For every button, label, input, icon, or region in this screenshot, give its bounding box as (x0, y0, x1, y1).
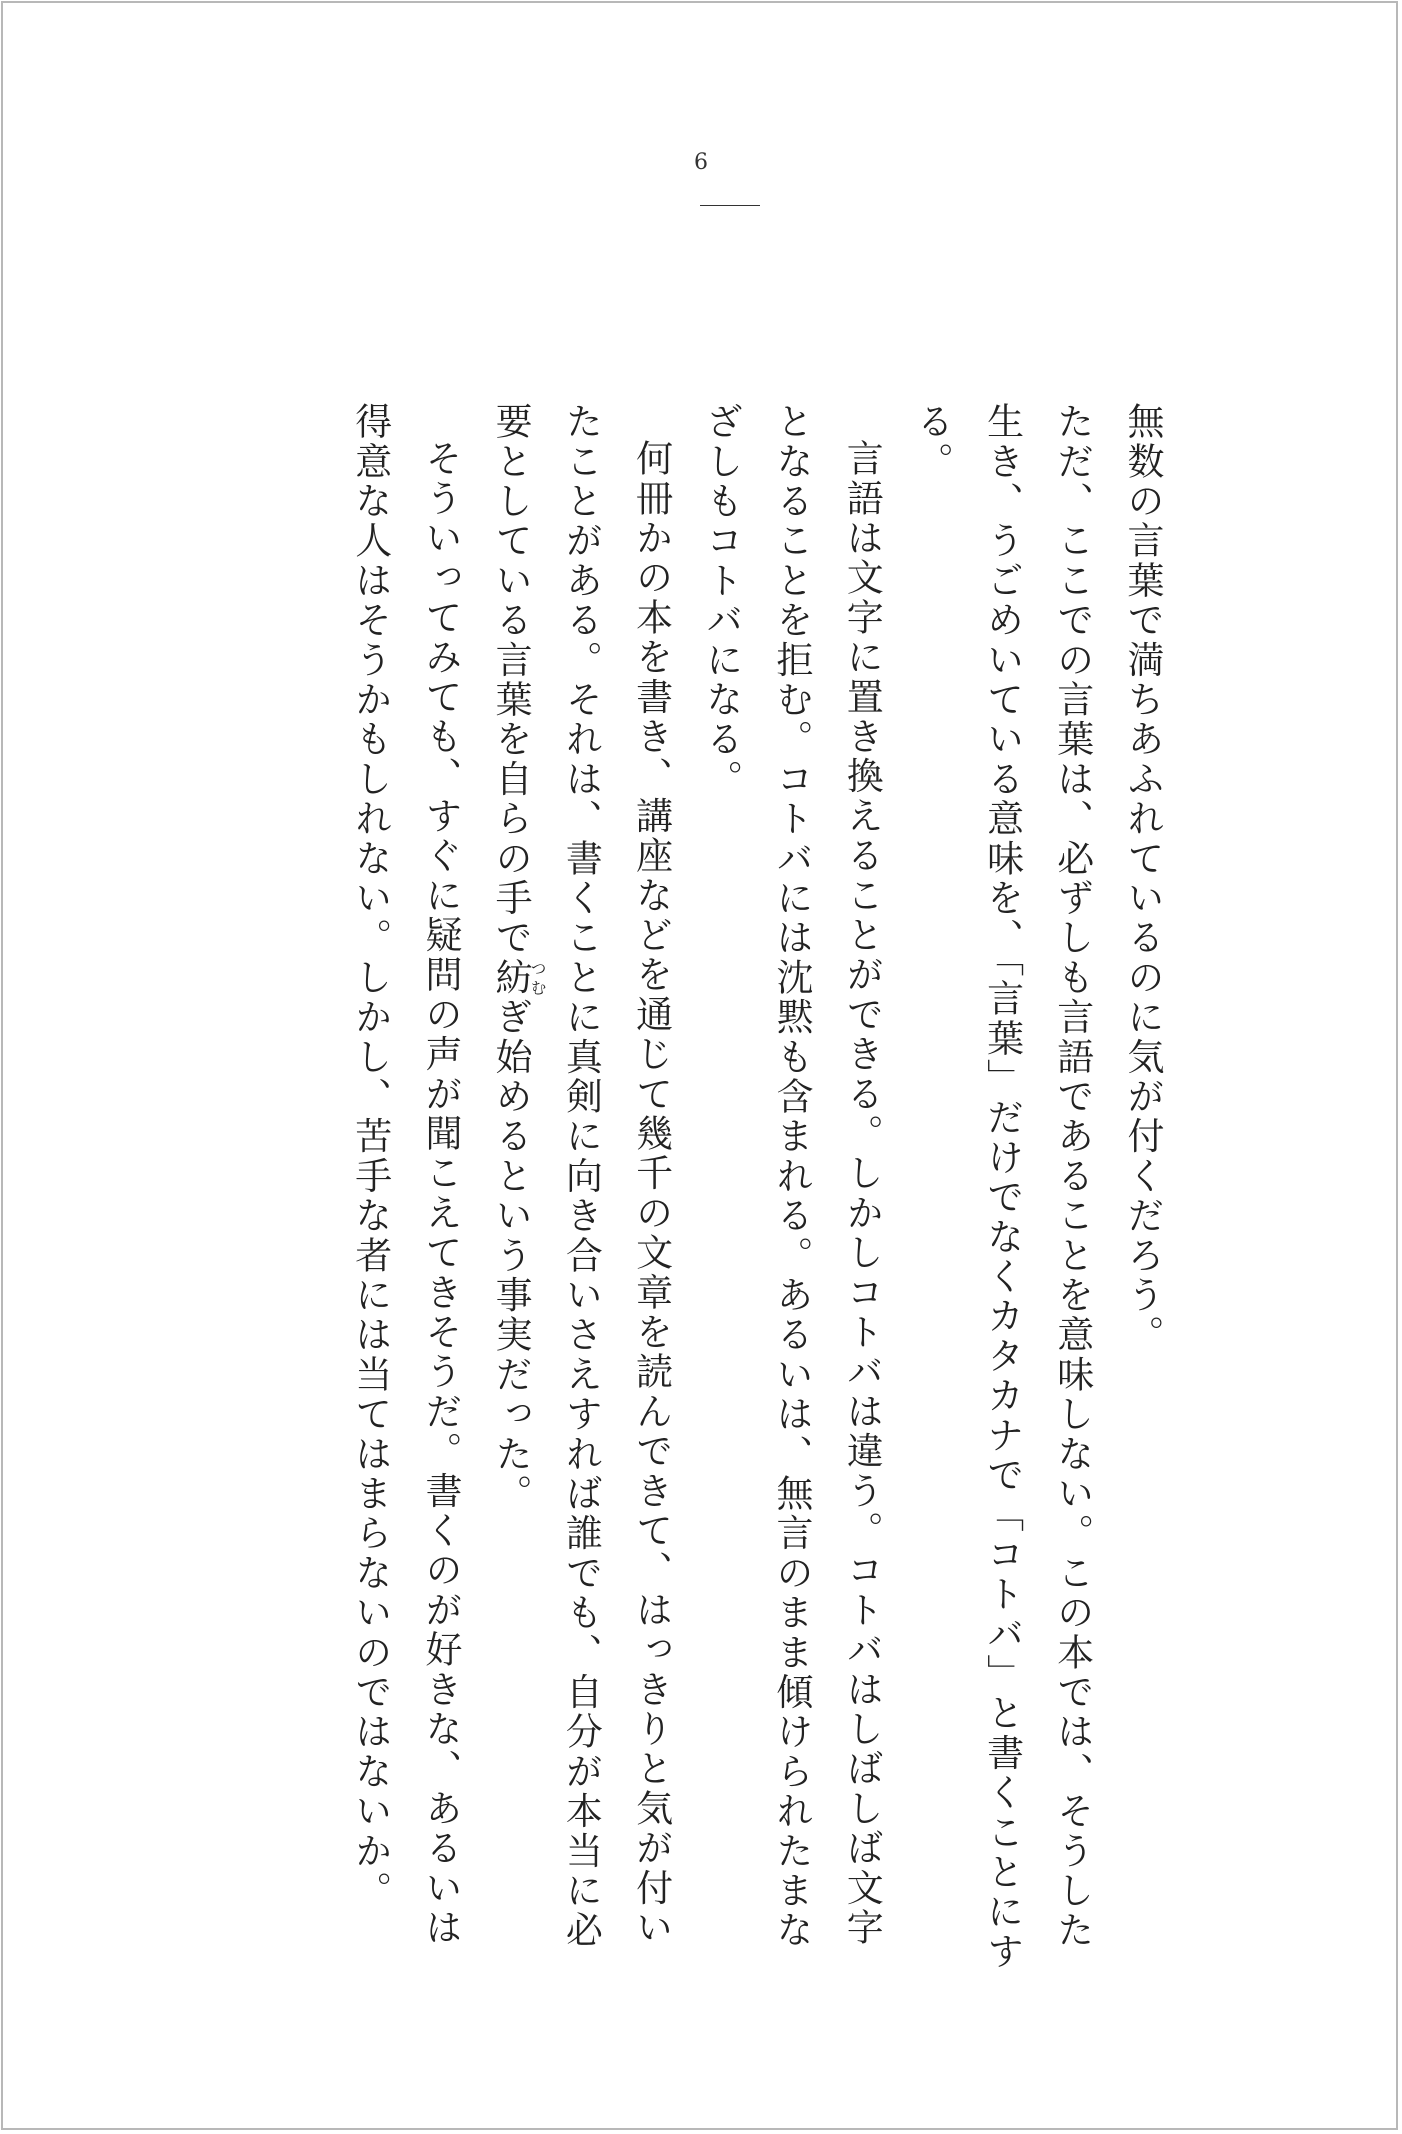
vertical-body-text (335, 402, 1177, 1982)
paragraph-1: 無数の言葉で満ちあふれているのに気が付くだろう。 (1121, 402, 1164, 1355)
page-number-rule (700, 205, 760, 206)
paragraph-4-text-a: 何冊かの本を書き、講座などを通じて幾千の文章を読んできて、はっきりと気が付いたことがある。それは、書くことに真剣に向き合いさえすれば誰でも、自分が本当に必要としている言葉を自らの手で (489, 402, 673, 1951)
paragraph-2: ただ、ここでの言葉は、必ずしも言語であることを意味しない。この本では、そうした生き、うごめいている意味を、「言葉」だけでなくカタカナで「コトバ」と書くことにする。 (910, 402, 1094, 1972)
paragraph-3: 言語は文字に置き換えることができる。しかしコトバは違う。コトバはしばしば文字となることを拒む。コトバには沈黙も含まれる。あるいは、無言のまま傾けられたまなざしもコトバになる。 (699, 402, 884, 1951)
ruby-reading: つむ (528, 957, 548, 998)
page-number: 6 (694, 150, 708, 175)
ruby-tsumu (489, 957, 548, 998)
ruby-base: 紡 (489, 957, 533, 998)
paragraph-5: そういってみても、すぐに疑問の声が聞こえてきそうだ。書くのが好きな、あるいは得意な人はそうかもしれない。しかし、苦手な者には当てはまらないのではないか。 (348, 402, 462, 1948)
page-header (0, 150, 1402, 176)
paragraph-4 (475, 402, 686, 1982)
paragraph-4-text-b: ぎ始めるという事実だった。 (489, 997, 533, 1514)
